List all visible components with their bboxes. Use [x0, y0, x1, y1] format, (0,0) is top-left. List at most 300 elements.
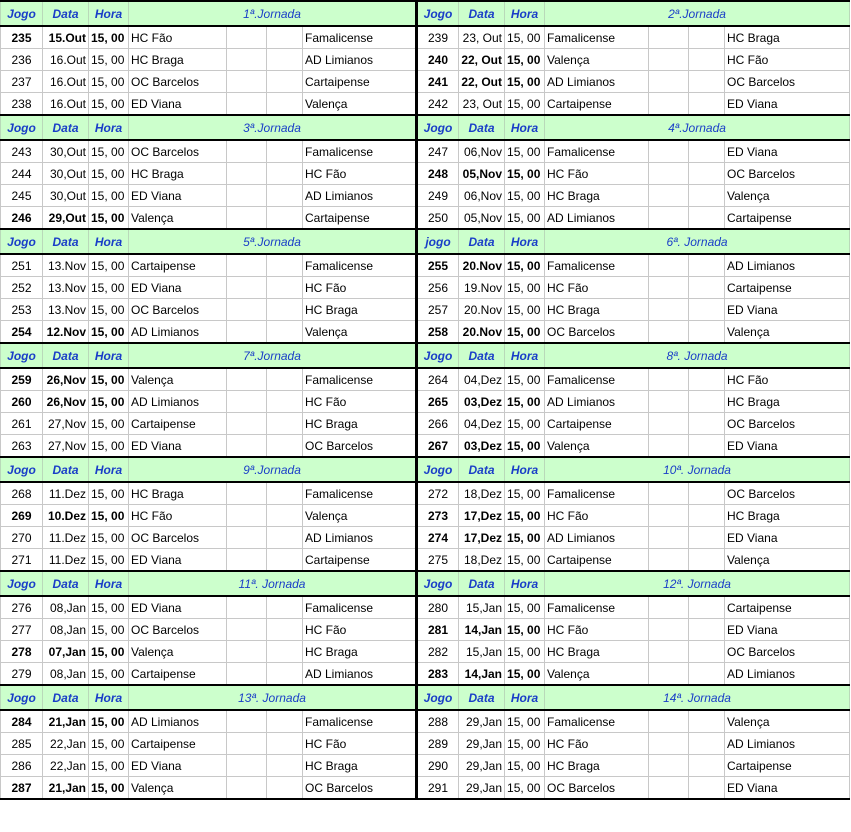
- empty-cell: [649, 277, 689, 299]
- game-time: 15, 00: [89, 549, 129, 572]
- home-team: HC Braga: [545, 755, 649, 777]
- game-time: 15, 00: [89, 93, 129, 116]
- home-team: AD Limianos: [129, 710, 227, 733]
- game-number: 286: [1, 755, 43, 777]
- home-team: Valença: [129, 641, 227, 663]
- jogo-header: Jogo: [417, 343, 459, 368]
- game-number: 248: [417, 163, 459, 185]
- empty-cell: [227, 596, 267, 619]
- away-team: HC Braga: [303, 641, 417, 663]
- home-team: HC Braga: [129, 49, 227, 71]
- round-title: 6ª. Jornada: [545, 229, 850, 254]
- game-date: 17,Dez: [459, 505, 505, 527]
- empty-cell: [649, 391, 689, 413]
- empty-cell: [689, 663, 725, 686]
- empty-cell: [649, 321, 689, 344]
- empty-cell: [689, 140, 725, 163]
- game-date: 26,Nov: [43, 368, 89, 391]
- home-team: Valença: [129, 207, 227, 230]
- away-team: HC Braga: [725, 505, 850, 527]
- game-time: 15, 00: [89, 435, 129, 458]
- game-number: 282: [417, 641, 459, 663]
- schedule-body: [1, 1, 850, 799]
- game-time: 15, 00: [89, 413, 129, 435]
- game-date: 21,Jan: [43, 777, 89, 800]
- away-team: HC Fão: [725, 368, 850, 391]
- away-team: Valença: [303, 93, 417, 116]
- empty-cell: [227, 435, 267, 458]
- table-row: [1, 299, 850, 321]
- game-number: 252: [1, 277, 43, 299]
- table-row: [1, 163, 850, 185]
- away-team: Cartaipense: [303, 207, 417, 230]
- table-row: [1, 185, 850, 207]
- empty-cell: [689, 482, 725, 505]
- game-number: 275: [417, 549, 459, 572]
- empty-cell: [267, 710, 303, 733]
- game-time: 15, 00: [89, 71, 129, 93]
- data-header: Data: [43, 571, 89, 596]
- empty-cell: [227, 277, 267, 299]
- game-number: 281: [417, 619, 459, 641]
- empty-cell: [227, 482, 267, 505]
- round-title: 8ª. Jornada: [545, 343, 850, 368]
- game-time: 15, 00: [89, 755, 129, 777]
- round-header-row: [1, 343, 850, 368]
- home-team: HC Braga: [545, 641, 649, 663]
- game-number: 264: [417, 368, 459, 391]
- game-date: 22,Jan: [43, 755, 89, 777]
- empty-cell: [689, 710, 725, 733]
- away-team: OC Barcelos: [725, 163, 850, 185]
- empty-cell: [649, 140, 689, 163]
- empty-cell: [267, 321, 303, 344]
- empty-cell: [227, 549, 267, 572]
- table-row: [1, 733, 850, 755]
- round-title: 13ª. Jornada: [129, 685, 417, 710]
- empty-cell: [227, 755, 267, 777]
- home-team: Famalicense: [545, 596, 649, 619]
- game-date: 08,Jan: [43, 596, 89, 619]
- home-team: AD Limianos: [129, 321, 227, 344]
- home-team: Famalicense: [545, 710, 649, 733]
- game-number: 238: [1, 93, 43, 116]
- empty-cell: [689, 277, 725, 299]
- hora-header: Hora: [89, 229, 129, 254]
- home-team: Famalicense: [545, 254, 649, 277]
- game-time: 15, 00: [89, 482, 129, 505]
- game-number: 261: [1, 413, 43, 435]
- jogo-header: Jogo: [1, 115, 43, 140]
- empty-cell: [689, 299, 725, 321]
- game-number: 280: [417, 596, 459, 619]
- game-date: 11.Dez: [43, 482, 89, 505]
- game-number: 283: [417, 663, 459, 686]
- home-team: ED Viana: [129, 755, 227, 777]
- game-number: 256: [417, 277, 459, 299]
- empty-cell: [267, 391, 303, 413]
- table-row: [1, 71, 850, 93]
- game-number: 247: [417, 140, 459, 163]
- home-team: Cartaipense: [129, 254, 227, 277]
- home-team: HC Braga: [545, 185, 649, 207]
- round-title: 9ª.Jornada: [129, 457, 417, 482]
- data-header: Data: [459, 115, 505, 140]
- home-team: ED Viana: [129, 596, 227, 619]
- table-row: [1, 413, 850, 435]
- game-date: 11.Dez: [43, 527, 89, 549]
- table-row: [1, 254, 850, 277]
- data-header: Data: [459, 1, 505, 26]
- home-team: HC Fão: [545, 163, 649, 185]
- empty-cell: [689, 163, 725, 185]
- game-date: 19.Nov: [459, 277, 505, 299]
- away-team: Cartaipense: [725, 596, 850, 619]
- home-team: Famalicense: [545, 140, 649, 163]
- game-number: 254: [1, 321, 43, 344]
- game-time: 15, 00: [89, 277, 129, 299]
- away-team: Famalicense: [303, 368, 417, 391]
- home-team: Famalicense: [545, 368, 649, 391]
- empty-cell: [649, 710, 689, 733]
- game-time: 15, 00: [89, 321, 129, 344]
- jogo-header: Jogo: [417, 115, 459, 140]
- away-team: Cartaipense: [725, 755, 850, 777]
- away-team: OC Barcelos: [725, 413, 850, 435]
- away-team: ED Viana: [725, 527, 850, 549]
- empty-cell: [267, 663, 303, 686]
- game-date: 08,Jan: [43, 619, 89, 641]
- round-header-row: [1, 229, 850, 254]
- round-header-row: [1, 571, 850, 596]
- game-time: 15, 00: [89, 207, 129, 230]
- empty-cell: [649, 254, 689, 277]
- empty-cell: [227, 299, 267, 321]
- data-header: Data: [459, 343, 505, 368]
- game-time: 15, 00: [89, 596, 129, 619]
- home-team: Valença: [129, 777, 227, 800]
- game-date: 07,Jan: [43, 641, 89, 663]
- home-team: Cartaipense: [545, 549, 649, 572]
- empty-cell: [649, 527, 689, 549]
- away-team: Cartaipense: [303, 71, 417, 93]
- game-number: 287: [1, 777, 43, 800]
- empty-cell: [267, 619, 303, 641]
- empty-cell: [689, 549, 725, 572]
- game-time: 15, 00: [89, 299, 129, 321]
- data-header: Data: [43, 457, 89, 482]
- game-number: 273: [417, 505, 459, 527]
- empty-cell: [267, 93, 303, 116]
- game-time: 15, 00: [89, 163, 129, 185]
- game-time: 15, 00: [89, 185, 129, 207]
- game-date: 23, Out: [459, 93, 505, 116]
- game-date: 20.Nov: [459, 299, 505, 321]
- round-title: 1ª.Jornada: [129, 1, 417, 26]
- game-number: 253: [1, 299, 43, 321]
- empty-cell: [267, 299, 303, 321]
- away-team: Cartaipense: [725, 277, 850, 299]
- away-team: ED Viana: [725, 93, 850, 116]
- home-team: Valença: [129, 368, 227, 391]
- data-header: Data: [43, 1, 89, 26]
- jogo-header: Jogo: [417, 1, 459, 26]
- away-team: HC Fão: [303, 733, 417, 755]
- empty-cell: [267, 596, 303, 619]
- empty-cell: [267, 755, 303, 777]
- table-row: [1, 26, 850, 49]
- table-row: [1, 505, 850, 527]
- table-row: [1, 755, 850, 777]
- home-team: ED Viana: [129, 93, 227, 116]
- game-date: 16.Out: [43, 93, 89, 116]
- away-team: ED Viana: [725, 777, 850, 800]
- empty-cell: [227, 391, 267, 413]
- home-team: AD Limianos: [545, 71, 649, 93]
- game-number: 242: [417, 93, 459, 116]
- empty-cell: [227, 140, 267, 163]
- table-row: [1, 93, 850, 116]
- home-team: HC Fão: [545, 733, 649, 755]
- empty-cell: [227, 321, 267, 344]
- game-date: 21,Jan: [43, 710, 89, 733]
- table-row: [1, 596, 850, 619]
- table-row: [1, 321, 850, 344]
- empty-cell: [689, 391, 725, 413]
- home-team: Valença: [545, 49, 649, 71]
- away-team: ED Viana: [725, 435, 850, 458]
- game-number: 279: [1, 663, 43, 686]
- home-team: AD Limianos: [545, 391, 649, 413]
- game-time: 15, 00: [505, 663, 545, 686]
- game-date: 13.Nov: [43, 277, 89, 299]
- home-team: OC Barcelos: [129, 527, 227, 549]
- game-date: 26,Nov: [43, 391, 89, 413]
- away-team: AD Limianos: [725, 733, 850, 755]
- game-date: 27,Nov: [43, 435, 89, 458]
- table-row: [1, 49, 850, 71]
- round-title: 12ª. Jornada: [545, 571, 850, 596]
- data-header: Data: [43, 115, 89, 140]
- empty-cell: [267, 435, 303, 458]
- game-date: 18,Dez: [459, 549, 505, 572]
- data-header: Data: [43, 343, 89, 368]
- home-team: AD Limianos: [545, 527, 649, 549]
- away-team: AD Limianos: [303, 185, 417, 207]
- empty-cell: [227, 49, 267, 71]
- away-team: Famalicense: [303, 26, 417, 49]
- game-number: 269: [1, 505, 43, 527]
- home-team: OC Barcelos: [545, 321, 649, 344]
- away-team: Famalicense: [303, 596, 417, 619]
- empty-cell: [227, 71, 267, 93]
- game-number: 276: [1, 596, 43, 619]
- game-date: 23, Out: [459, 26, 505, 49]
- table-row: [1, 549, 850, 572]
- empty-cell: [267, 71, 303, 93]
- empty-cell: [649, 549, 689, 572]
- empty-cell: [689, 755, 725, 777]
- empty-cell: [267, 505, 303, 527]
- empty-cell: [227, 254, 267, 277]
- hora-header: Hora: [505, 343, 545, 368]
- away-team: OC Barcelos: [725, 482, 850, 505]
- table-row: [1, 368, 850, 391]
- hora-header: Hora: [89, 571, 129, 596]
- game-time: 15, 00: [89, 49, 129, 71]
- game-time: 15, 00: [505, 596, 545, 619]
- away-team: OC Barcelos: [303, 777, 417, 800]
- game-date: 06,Nov: [459, 140, 505, 163]
- jogo-header: Jogo: [1, 571, 43, 596]
- game-time: 15, 00: [505, 277, 545, 299]
- game-date: 06,Nov: [459, 185, 505, 207]
- empty-cell: [649, 663, 689, 686]
- game-date: 29,Out: [43, 207, 89, 230]
- game-number: 236: [1, 49, 43, 71]
- game-date: 04,Dez: [459, 413, 505, 435]
- home-team: Cartaipense: [545, 93, 649, 116]
- game-date: 13.Nov: [43, 299, 89, 321]
- empty-cell: [689, 26, 725, 49]
- empty-cell: [227, 413, 267, 435]
- game-time: 15, 00: [505, 391, 545, 413]
- game-number: 258: [417, 321, 459, 344]
- away-team: OC Barcelos: [725, 71, 850, 93]
- game-time: 15, 00: [505, 482, 545, 505]
- empty-cell: [649, 49, 689, 71]
- game-number: 285: [1, 733, 43, 755]
- away-team: AD Limianos: [303, 49, 417, 71]
- empty-cell: [649, 482, 689, 505]
- game-time: 15, 00: [505, 368, 545, 391]
- empty-cell: [227, 207, 267, 230]
- game-date: 14,Jan: [459, 663, 505, 686]
- game-time: 15, 00: [505, 641, 545, 663]
- away-team: HC Fão: [303, 619, 417, 641]
- empty-cell: [649, 93, 689, 116]
- table-row: [1, 619, 850, 641]
- data-header: Data: [43, 229, 89, 254]
- hora-header: Hora: [505, 229, 545, 254]
- empty-cell: [267, 777, 303, 800]
- empty-cell: [267, 277, 303, 299]
- game-number: 291: [417, 777, 459, 800]
- empty-cell: [689, 505, 725, 527]
- home-team: Famalicense: [545, 482, 649, 505]
- jogo-header: Jogo: [1, 229, 43, 254]
- empty-cell: [689, 733, 725, 755]
- empty-cell: [649, 733, 689, 755]
- game-time: 15, 00: [505, 733, 545, 755]
- round-title: 3ª.Jornada: [129, 115, 417, 140]
- game-time: 15, 00: [89, 505, 129, 527]
- table-row: [1, 207, 850, 230]
- table-row: [1, 777, 850, 800]
- home-team: Famalicense: [545, 26, 649, 49]
- away-team: AD Limianos: [725, 663, 850, 686]
- empty-cell: [267, 49, 303, 71]
- empty-cell: [649, 641, 689, 663]
- away-team: HC Braga: [303, 413, 417, 435]
- hora-header: Hora: [89, 1, 129, 26]
- home-team: Cartaipense: [545, 413, 649, 435]
- game-date: 04,Dez: [459, 368, 505, 391]
- data-header: Data: [459, 457, 505, 482]
- table-row: [1, 140, 850, 163]
- home-team: HC Braga: [545, 299, 649, 321]
- game-date: 30,Out: [43, 185, 89, 207]
- home-team: Cartaipense: [129, 413, 227, 435]
- empty-cell: [689, 321, 725, 344]
- empty-cell: [689, 71, 725, 93]
- home-team: HC Fão: [545, 277, 649, 299]
- away-team: HC Braga: [725, 391, 850, 413]
- empty-cell: [689, 185, 725, 207]
- home-team: OC Barcelos: [545, 777, 649, 800]
- home-team: OC Barcelos: [129, 140, 227, 163]
- away-team: OC Barcelos: [303, 435, 417, 458]
- empty-cell: [227, 777, 267, 800]
- away-team: Valença: [725, 321, 850, 344]
- empty-cell: [267, 549, 303, 572]
- game-date: 03,Dez: [459, 435, 505, 458]
- empty-cell: [689, 207, 725, 230]
- hora-header: Hora: [505, 571, 545, 596]
- game-number: 250: [417, 207, 459, 230]
- round-title: 10ª. Jornada: [545, 457, 850, 482]
- jogo-header: Jogo: [1, 685, 43, 710]
- game-number: 270: [1, 527, 43, 549]
- game-date: 03,Dez: [459, 391, 505, 413]
- empty-cell: [227, 641, 267, 663]
- game-number: 246: [1, 207, 43, 230]
- game-time: 15, 00: [89, 663, 129, 686]
- home-team: Cartaipense: [129, 663, 227, 686]
- empty-cell: [227, 368, 267, 391]
- empty-cell: [649, 505, 689, 527]
- game-number: 271: [1, 549, 43, 572]
- game-time: 15, 00: [505, 299, 545, 321]
- game-date: 12.Nov: [43, 321, 89, 344]
- away-team: Valença: [303, 321, 417, 344]
- game-number: 240: [417, 49, 459, 71]
- game-date: 29,Jan: [459, 755, 505, 777]
- game-number: 241: [417, 71, 459, 93]
- game-number: 277: [1, 619, 43, 641]
- game-number: 244: [1, 163, 43, 185]
- table-row: [1, 277, 850, 299]
- empty-cell: [689, 368, 725, 391]
- empty-cell: [649, 26, 689, 49]
- game-number: 272: [417, 482, 459, 505]
- game-date: 29,Jan: [459, 777, 505, 800]
- home-team: OC Barcelos: [129, 619, 227, 641]
- empty-cell: [689, 527, 725, 549]
- game-time: 15, 00: [505, 163, 545, 185]
- game-time: 15, 00: [505, 755, 545, 777]
- away-team: Famalicense: [303, 482, 417, 505]
- away-team: HC Fão: [303, 163, 417, 185]
- hora-header: Hora: [89, 115, 129, 140]
- game-time: 15, 00: [505, 505, 545, 527]
- home-team: Valença: [545, 435, 649, 458]
- game-date: 18,Dez: [459, 482, 505, 505]
- round-header-row: [1, 115, 850, 140]
- jogo-header: Jogo: [1, 457, 43, 482]
- game-time: 15, 00: [505, 254, 545, 277]
- hora-header: Hora: [505, 1, 545, 26]
